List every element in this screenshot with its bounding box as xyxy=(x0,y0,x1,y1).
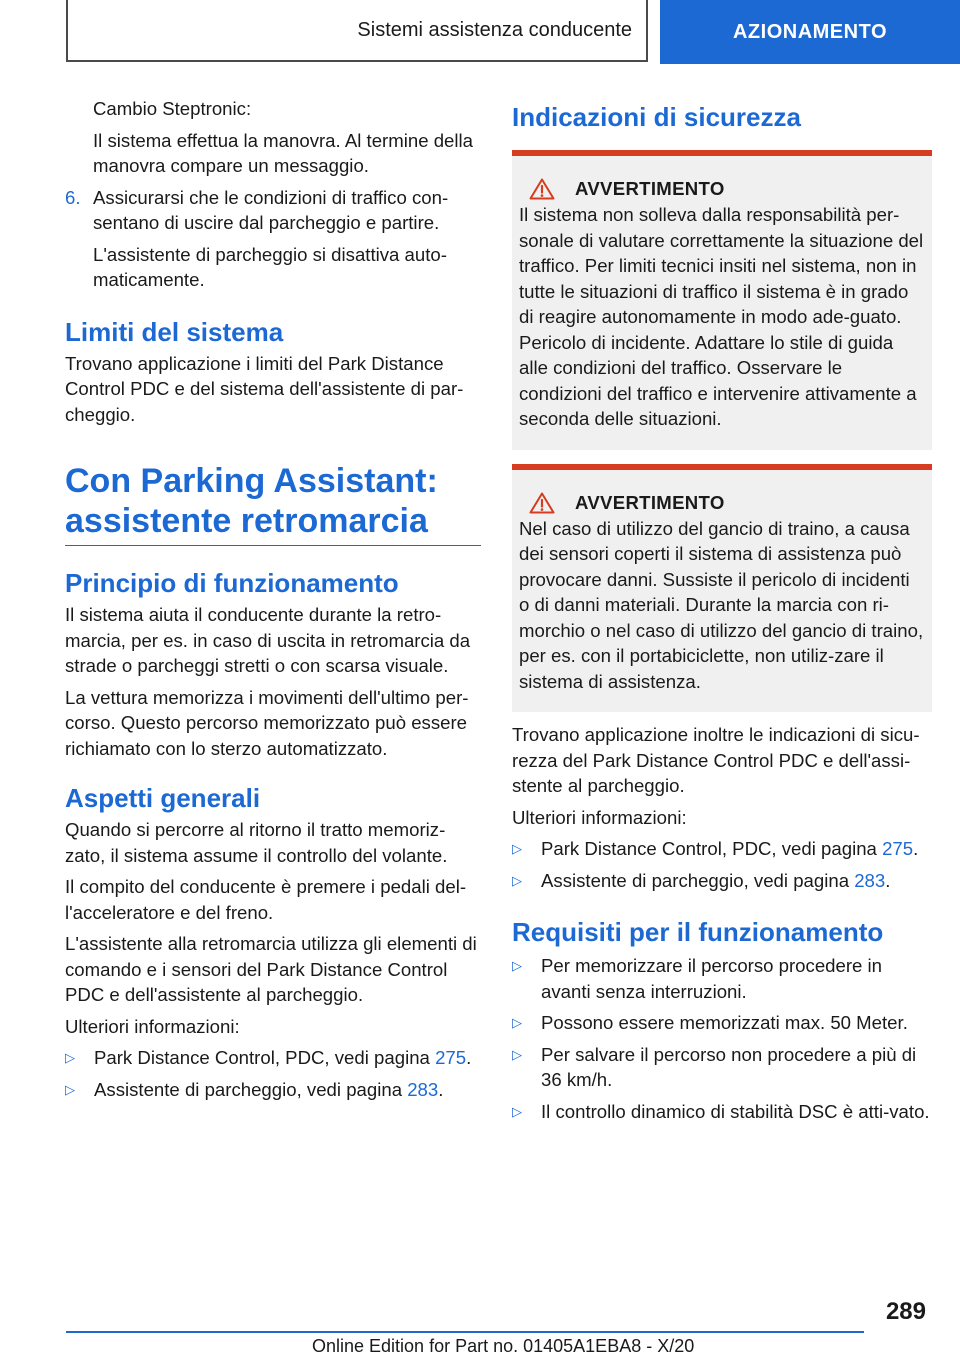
requirements-list xyxy=(512,953,932,1124)
principle-p1: Il sistema aiuta il conducente durante la retro-marcia, per es. in caso di uscita in retromarcia da strade o parcheggi stretti o con scarsa visuale. xyxy=(65,604,471,676)
chapter-title: AZIONAMENTO xyxy=(732,20,887,43)
bullet-text: Park Distance Control, PDC, vedi pagina 275. xyxy=(94,1047,472,1068)
list-item xyxy=(65,1045,481,1071)
heading-limits: Limiti del sistema xyxy=(65,316,284,347)
step-text: Il sistema effettua la manovra. Al termine della manovra compare un messaggio. xyxy=(93,129,473,176)
main-heading: Con Parking Assistant: assistente retromarcia xyxy=(65,462,438,540)
footer-edition: Online Edition for Part no. 01405A1EBA8 - X/20 xyxy=(312,1336,695,1356)
triangle-bullet-icon: ▷ xyxy=(512,841,522,856)
limits-text: Trovano applicazione i limiti del Park Distance Control PDC e del sistema dell'assistente di par-cheggio. xyxy=(65,352,464,425)
general-p3: L'assistente alla retromarcia utilizza gli elementi di comando e i sensori del Park Distance Control PDC e dell'assistente al parcheggio. xyxy=(65,933,477,1005)
warning-header xyxy=(519,178,924,200)
item6-subtext: L'assistente di parcheggio si disattiva auto-maticamente. xyxy=(93,243,447,290)
list-item xyxy=(512,1010,932,1036)
step-intro: Cambio Steptronic: xyxy=(93,98,252,119)
list-item xyxy=(512,868,932,894)
warning-header xyxy=(519,492,924,514)
general-p2: Il compito del conducente è premere i pedali del-l'acceleratore e del freno. xyxy=(65,876,467,923)
bullet-text: Park Distance Control, PDC, vedi pagina 275. xyxy=(541,838,919,859)
more-info-label: Ulteriori informazioni: xyxy=(512,806,687,828)
warning-box xyxy=(512,464,932,713)
header-section-title xyxy=(66,0,648,62)
footer-divider xyxy=(66,1331,864,1333)
warning-triangle-icon xyxy=(529,492,555,514)
item-number: 6. xyxy=(65,186,81,208)
list-item xyxy=(512,1042,932,1093)
page-link[interactable]: 283 xyxy=(854,869,886,891)
bullet-text: Assistente di parcheggio, vedi pagina 283. xyxy=(94,1078,444,1100)
heading-general: Aspetti generali xyxy=(65,783,261,813)
list-item xyxy=(512,836,932,862)
bullet-text: Per salvare il percorso non procedere a più di 36 km/h. xyxy=(541,1043,917,1090)
warning-text: Nel caso di utilizzo del gancio di traino, a causa dei sensori coperti il sistema di assistenza può provocare danni. Sussiste il pericolo di incidenti o di danni materiali. Durante la marcia con ri-morchio o nel caso di utilizzo del gancio di traino, per es. con il portabiciclette, non utiliz-zare il sistema di assistenza. xyxy=(519,517,924,692)
triangle-bullet-icon: ▷ xyxy=(512,1046,522,1062)
left-column xyxy=(65,96,481,1108)
page-link[interactable]: 275 xyxy=(435,1047,467,1068)
heading-principle: Principio di funzionamento xyxy=(65,568,399,598)
safety-text: Trovano applicazione inoltre le indicazioni di sicu-rezza del Park Distance Control PDC e dell'assi-stente al parcheggio. xyxy=(512,724,920,796)
triangle-bullet-icon: ▷ xyxy=(65,1050,75,1065)
warning-box xyxy=(512,150,932,450)
bullet-text: Il controllo dinamico di stabilità DSC è atti-vato. xyxy=(541,1100,930,1122)
triangle-bullet-icon: ▷ xyxy=(512,958,522,973)
principle-p2: La vettura memorizza i movimenti dell'ultimo per-corso. Questo percorso memorizzato può essere richiamato con lo sterzo automatizzato. xyxy=(65,686,469,759)
list-item-6 xyxy=(65,185,481,236)
bullet-text: Assistente di parcheggio, vedi pagina 283. xyxy=(541,869,891,891)
triangle-bullet-icon: ▷ xyxy=(512,872,522,888)
bullet-text: Per memorizzare il percorso procedere in avanti senza interruzioni. xyxy=(541,955,883,1002)
main-heading-block xyxy=(65,461,481,546)
heading-safety: Indicazioni di sicurezza xyxy=(512,102,801,132)
more-info-label: Ulteriori informazioni: xyxy=(65,1015,240,1037)
page-link[interactable]: 275 xyxy=(882,838,914,859)
bullet-text: Possono essere memorizzati max. 50 Meter. xyxy=(541,1012,908,1033)
right-column xyxy=(512,96,932,1130)
warning-text: Il sistema non solleva dalla responsabilità per-sonale di valutare correttamente la situazione del traffico. Per limiti tecnici insiti nel sistema, non in tutte le situazioni di traffico il sistema è in grado di reagire autonomamente in modo ade-guato. Pericolo di incidente. Adattare lo stile di guida alle condizioni del traffico. Osservare le condizioni del traffico e intervenire attivamente a seconda delle situazioni. xyxy=(519,204,924,429)
triangle-bullet-icon: ▷ xyxy=(512,1103,522,1119)
warning-triangle-icon xyxy=(529,178,555,200)
warning-title: AVVERTIMENTO xyxy=(575,491,725,513)
list-item xyxy=(65,1077,481,1103)
general-p1: Quando si percorre al ritorno il tratto memoriz-zato, il sistema assume il controllo del volante. xyxy=(65,819,448,866)
item-text: Assicurarsi che le condizioni di traffico con-sentano di uscire dal parcheggio e partire. xyxy=(93,186,449,233)
list-item xyxy=(512,1099,932,1125)
heading-requirements: Requisiti per il funzionamento xyxy=(512,917,884,947)
triangle-bullet-icon: ▷ xyxy=(512,1015,522,1030)
page-link[interactable]: 283 xyxy=(407,1078,439,1100)
list-item xyxy=(512,953,932,1004)
page-number: 289 xyxy=(885,1298,926,1325)
warning-title: AVVERTIMENTO xyxy=(575,178,725,199)
chapter-tab[interactable] xyxy=(660,0,960,64)
triangle-bullet-icon: ▷ xyxy=(65,1081,75,1097)
section-title: Sistemi assistenza conducente xyxy=(357,18,632,41)
